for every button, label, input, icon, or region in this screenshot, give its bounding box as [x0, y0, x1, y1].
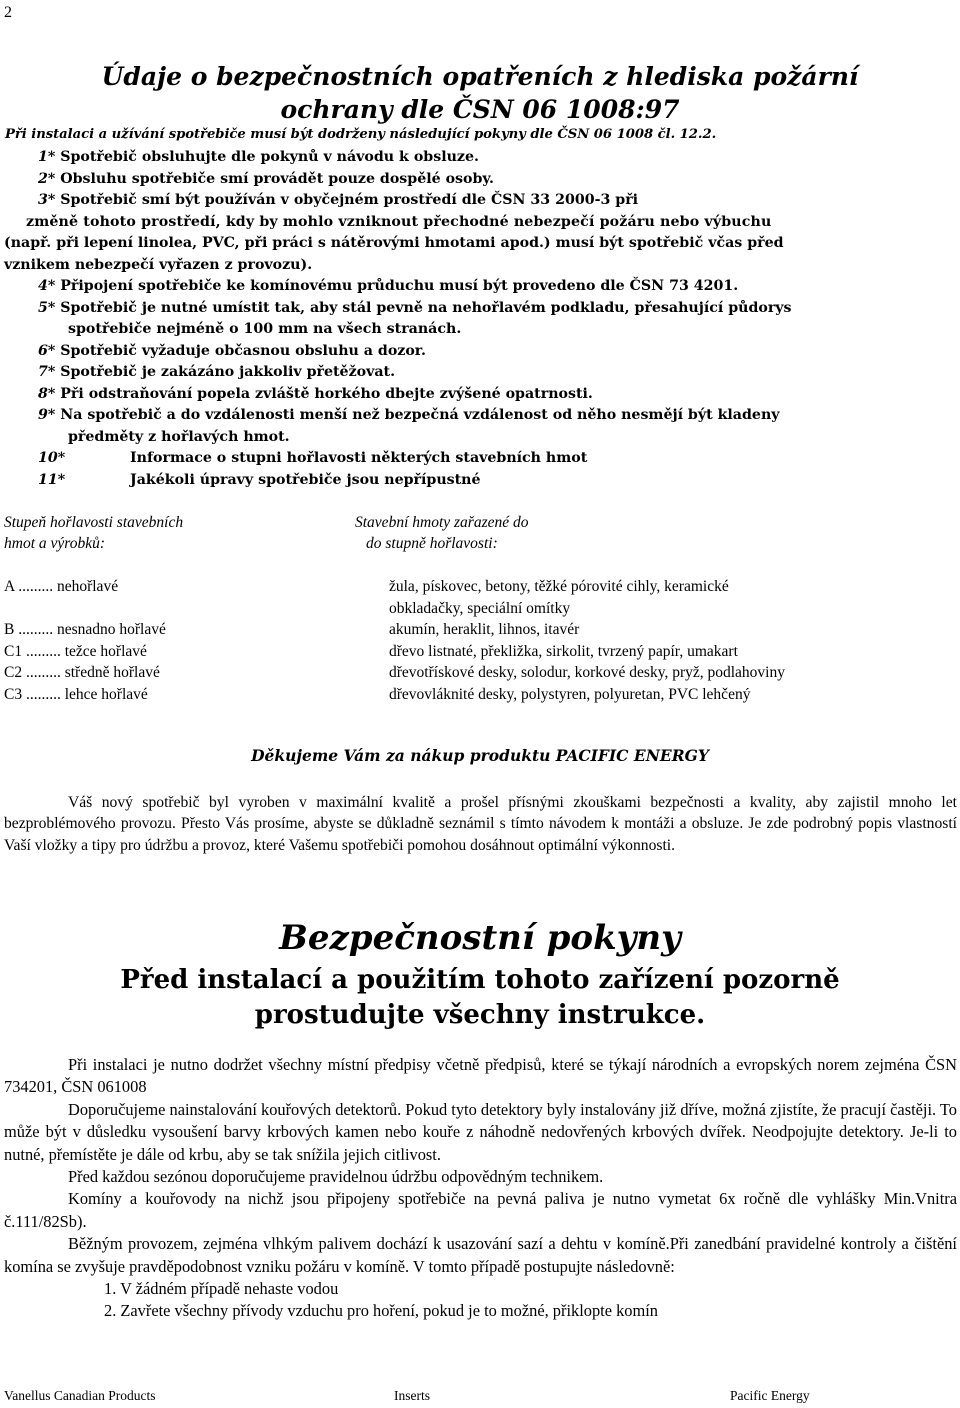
grade-b: B ......... nesnadno hořlavé	[4, 621, 166, 638]
rule-3-continuation-2: (např. při lepení linolea, PVC, při práci s nátěrovými hmotami apod.) musí být spotřebič včas před	[4, 235, 784, 251]
safety-paragraph-1: Při instalaci je nutno dodržet všechny místní předpisy včetně předpisů, které se týkají národních a evropských norem zejména ČSN 734201, ČSN 061008	[4, 1055, 957, 1097]
thanks-heading: Děkujeme Vám za nákup produktu PACIFIC ENERGY	[251, 746, 709, 765]
materials-a: žula, pískovec, betony, těžké pórovité cihly, keramické	[389, 578, 729, 595]
rule-10: 10* Informace o stupni hořlavosti některých stavebních hmot	[38, 450, 588, 466]
page-number: 2	[4, 4, 12, 21]
rule-6: 6* Spotřebič vyžaduje občasnou obsluhu a dozor.	[38, 343, 426, 359]
fire-safety-heading-line-2: ochrany dle ČSN 06 1008:97	[280, 95, 680, 124]
grade-c1: C1 ......... težce hořlavé	[4, 643, 147, 660]
safety-title: Bezpečnostní pokyny	[279, 918, 681, 958]
safety-paragraph-5: Běžným provozem, zejména vlhkým palivem dochází k usazování sazí a dehtu v komíně.Při zanedbání pravidelné kontroly a čištění komína se zvyšuje pravděpodobnost vzniku požáru v komíně. V tomto případě postupujte následovně:	[4, 1234, 957, 1276]
safety-paragraph-2: Doporučujeme nainstalování kouřových detektorů. Pokud tyto detektory byly instalovány již dříve, možná zjistíte, že pracují častěji. To může být v důsledku vysoušení barvy krbových kamen nebo kouře z náhodně nedovřených krbových dvířek. Neodpojujte detektory. Je-li to nutné, přemístěte je dále od krbu, aby se tak snížila jejich citlivost.	[4, 1099, 957, 1164]
materials-column-header-line-1: Stavební hmoty zařazené do	[355, 514, 529, 531]
materials-c3: dřevovláknité desky, polystyren, polyuretan, PVC lehčený	[389, 686, 751, 703]
rule-9: 9* Na spotřebič a do vzdálenosti menší než bezpečná vzdálenost od něho nesmějí být kladeny	[38, 407, 780, 423]
intro-text: Při instalaci a užívání spotřebiče musí být dodrženy následující pokyny dle ČSN 06 1008 čl. 12.2.	[5, 127, 717, 142]
materials-b: akumín, heraklit, lihnos, itavér	[389, 621, 580, 638]
rule-3-continuation-1: změně tohoto prostředí, kdy by mohlo vzniknout přechodné nebezpečí požáru nebo výbuchu	[26, 214, 772, 230]
step-1: 1. V žádném případě nehaste vodou	[104, 1279, 339, 1299]
thanks-paragraph: Váš nový spotřebič byl vyroben v maximální kvalitě a prošel přísnými zkouškami bezpečnosti a kvality, aby zajistil mnoho let bezproblémového provozu. Přesto Vás prosíme, abyste se důkladně seznámil s tímto návodem k montáži a obsluze. Je zde podrobný popis vlastností Vaší vložky a tipy pro údržbu a provoz, které Vašemu spotřebiči pomohou dosáhnout optimální výkonnosti.	[4, 794, 957, 854]
safety-paragraph-3: Před každou sezónou doporučujeme pravidelnou údržbu odpovědným technikem.	[68, 1167, 604, 1187]
grade-a: A ......... nehořlavé	[4, 578, 119, 595]
rule-4: 4* Připojení spotřebiče ke komínovému průduchu musí být provedeno dle ČSN 73 4201.	[38, 278, 739, 294]
rule-7: 7* Spotřebič je zakázáno jakkoliv přetěžovat.	[38, 364, 396, 380]
materials-c1: dřevo listnaté, překližka, sirkolit, tvrzený papír, umakart	[389, 643, 738, 660]
rule-3-continuation-3: vznikem nebezpečí vyřazen z provozu).	[4, 257, 313, 273]
safety-subtitle-line-1: Před instalací a použitím tohoto zařízení pozorně	[120, 965, 840, 995]
grade-column-header-line-2: hmot a výrobků:	[4, 535, 106, 552]
footer-center: Inserts	[394, 1388, 430, 1403]
grade-c2: C2 ......... středně hořlavé	[4, 664, 160, 681]
safety-body	[4, 1054, 957, 1323]
footer-left: Vanellus Canadian Products	[4, 1388, 156, 1403]
rule-9-continuation: předměty z hořlavých hmot.	[68, 429, 290, 445]
materials-column-header-line-2: do stupně hořlavosti:	[366, 535, 498, 552]
grade-c3: C3 ......... lehce hořlavé	[4, 686, 148, 703]
rule-2: 2* Obsluhu spotřebiče smí provádět pouze dospělé osoby.	[38, 171, 494, 187]
safety-paragraph-4: Komíny a kouřovody na nichž jsou připojeny spotřebiče na pevná paliva je nutno vymetat 6x ročně dle vyhlášky Min.Vnitra č.111/82Sb).	[4, 1189, 957, 1231]
rule-8: 8* Při odstraňování popela zvláště horkého dbejte zvýšené opatrnosti.	[38, 386, 593, 402]
footer-right: Pacific Energy	[730, 1388, 810, 1403]
materials-c2: dřevotřískové desky, solodur, korkové desky, pryž, podlahoviny	[389, 664, 785, 681]
rule-11: 11* Jakékoli úpravy spotřebiče jsou nepřípustné	[38, 472, 481, 488]
fire-safety-heading-line-1: Údaje o bezpečnostních opatřeních z hlediska požární	[101, 62, 859, 91]
rule-1: 1* Spotřebič obsluhujte dle pokynů v návodu k obsluze.	[38, 149, 479, 165]
chimney-fire-steps	[4, 1278, 957, 1323]
step-2: 2. Zavřete všechny přívody vzduchu pro hoření, pokud je to možné, přiklopte komín	[104, 1301, 658, 1321]
grade-column-header-line-1: Stupeň hořlavosti stavebních	[4, 514, 184, 531]
safety-subtitle-line-2: prostudujte všechny instrukce.	[254, 1000, 706, 1030]
materials-a-continuation: obkladačky, speciální omítky	[389, 600, 571, 617]
rule-5-continuation: spotřebiče nejméně o 100 mm na všech stranách.	[68, 321, 462, 337]
rule-5: 5* Spotřebič je nutné umístit tak, aby stál pevně na nehořlavém podkladu, přesahující půdorys	[38, 300, 792, 316]
rule-3: 3* Spotřebič smí být používán v obyčejném prostředí dle ČSN 33 2000-3 při	[38, 192, 639, 208]
